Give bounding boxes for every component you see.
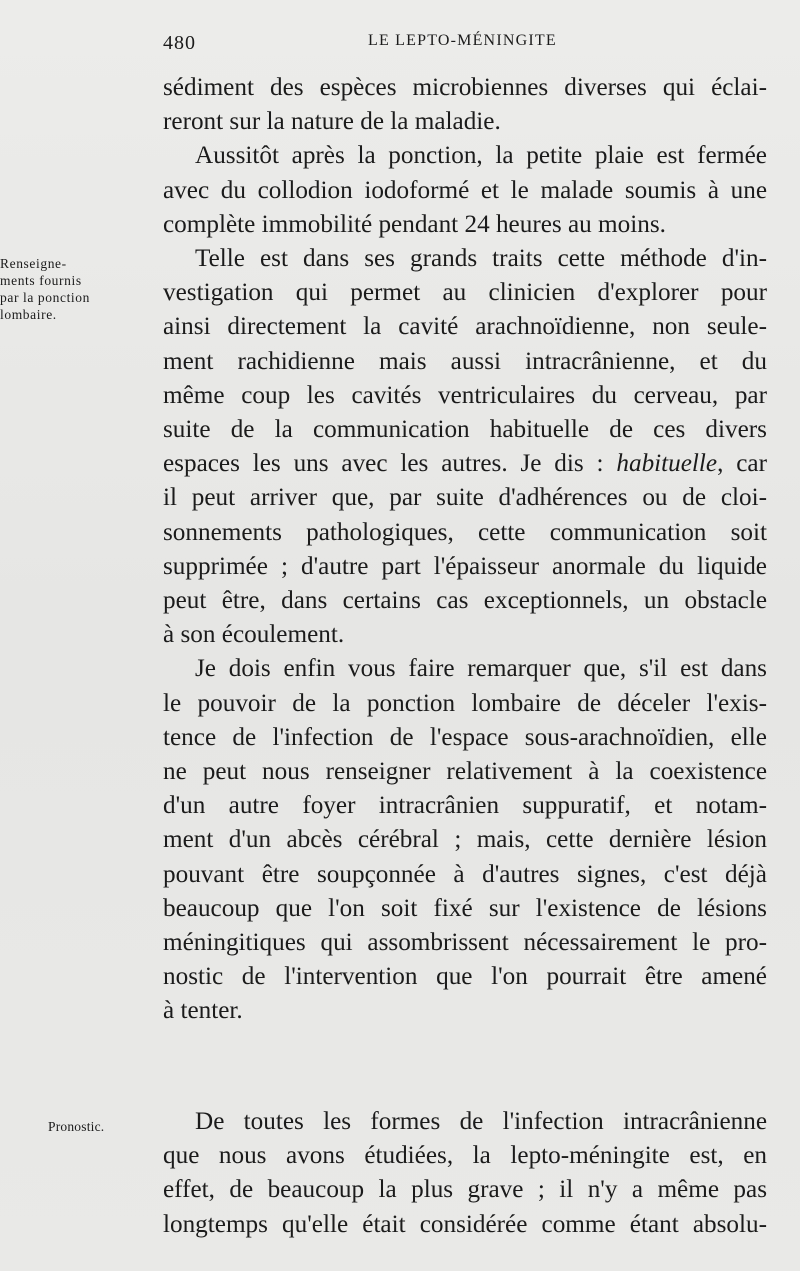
text-line: à tenter. — [163, 997, 243, 1025]
text-line: peut être, dans certains cas exceptionnels, un obstacle — [163, 587, 767, 615]
text-line: d'un autre foyer intracrânien suppuratif, et notam- — [163, 792, 767, 820]
text-line: Je dois enfin vous faire remarquer que, s'il est dans — [195, 655, 767, 683]
margin-note-line: lombaire. — [0, 307, 57, 322]
text-line: il peut arriver que, par suite d'adhérences ou de cloi- — [163, 484, 767, 512]
text-line: beaucoup que l'on soit fixé sur l'existence de lésions — [163, 894, 767, 922]
text-line: suite de la communication habituelle de ces divers — [163, 416, 767, 444]
running-title: LE LEPTO-MÉNINGITE — [368, 32, 557, 49]
text-line: nostic de l'intervention que l'on pourrait être amené — [163, 963, 767, 991]
margin-note-line: par la ponction — [0, 290, 90, 305]
text-line: que nous avons étudiées, la lepto-méningite est, en — [163, 1142, 767, 1170]
text-line: pouvant être soupçonnée à d'autres signes, c'est déjà — [163, 860, 767, 888]
text-line: reront sur la nature de la maladie. — [163, 108, 501, 136]
page-header — [163, 30, 763, 54]
text-segment: , car — [717, 450, 767, 478]
text-line: le pouvoir de la ponction lombaire de déceler l'exis- — [163, 689, 767, 717]
text-line: ainsi directement la cavité arachnoïdienne, non seule- — [163, 313, 767, 341]
margin-note-line: Renseigne- — [0, 256, 67, 271]
text-line: ment d'un abcès cérébral ; mais, cette dernière lésion — [163, 826, 767, 854]
text-line: sédiment des espèces microbiennes diverses qui éclai- — [163, 74, 767, 101]
margin-note-line: ments fournis — [0, 273, 82, 288]
text-line: complète immobilité pendant 24 heures au moins. — [163, 210, 666, 238]
text-line: De toutes les formes de l'infection intracrânienne — [195, 1108, 767, 1135]
margin-note-line: Pronostic. — [48, 1119, 105, 1134]
text-segment: espaces les uns avec les autres. Je dis : — [163, 450, 617, 478]
page-number: 480 — [163, 32, 196, 54]
text-line-with-italic — [163, 447, 767, 481]
body-text-block — [163, 71, 767, 1029]
text-line: à son écoulement. — [163, 621, 345, 649]
text-line: avec du collodion iodoformé et le malade soumis à une — [163, 176, 767, 204]
text-line: ment rachidienne mais aussi intracrânienne, et du — [163, 347, 767, 375]
text-line: ne peut nous renseigner relativement à la coexistence — [163, 758, 767, 786]
italic-term: habituelle — [616, 450, 718, 478]
body-text-block — [163, 1105, 767, 1242]
text-line: même coup les cavités ventriculaires du cerveau, par — [163, 381, 767, 409]
text-line: méningitiques qui assombrissent nécessairement le pro- — [163, 929, 767, 957]
text-line: Aussitôt après la ponction, la petite plaie est fermée — [195, 142, 767, 170]
margin-note-renseignements — [0, 255, 150, 323]
text-line: effet, de beaucoup la plus grave ; il n'y a même pas — [163, 1176, 767, 1204]
text-line: supprimée ; d'autre part l'épaisseur anormale du liquide — [163, 552, 767, 580]
text-line: vestigation qui permet au clinicien d'explorer pour — [163, 279, 767, 307]
text-line: sonnements pathologiques, cette communication soit — [163, 518, 767, 546]
text-line: Telle est dans ses grands traits cette méthode d'in- — [195, 245, 767, 273]
text-line: longtemps qu'elle était considérée comme étant absolu- — [163, 1210, 767, 1238]
text-line: tence de l'infection de l'espace sous-arachnoïdien, elle — [163, 723, 767, 751]
